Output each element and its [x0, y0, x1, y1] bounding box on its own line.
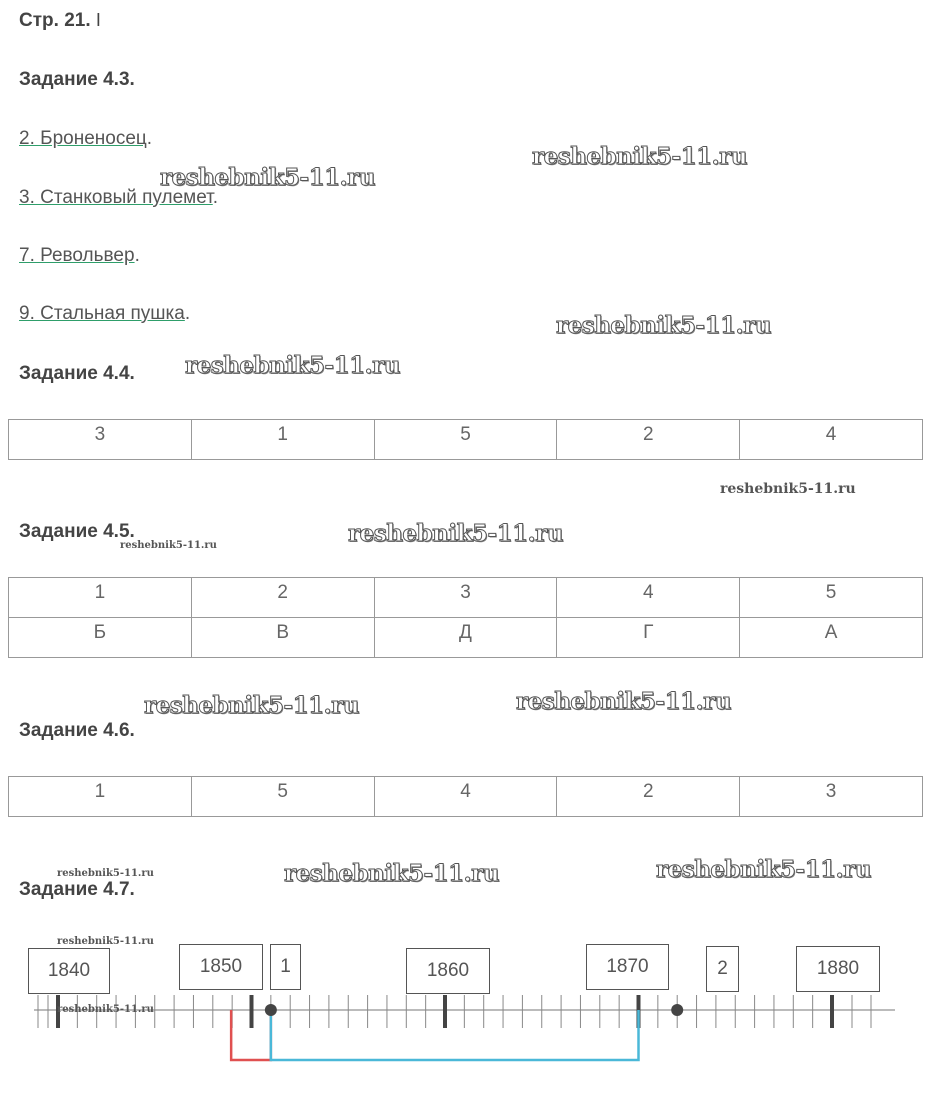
watermark: reshebnik5-11.ru	[348, 520, 563, 547]
table-cell: 3	[740, 777, 923, 817]
answer-item: 7. Револьвер.	[19, 245, 140, 266]
task-4-6-heading: Задание 4.6.	[19, 720, 135, 741]
watermark: reshebnik5-11.ru	[144, 692, 359, 719]
table-cell: 3	[374, 578, 557, 618]
watermark: reshebnik5-11.ru	[516, 688, 731, 715]
task-4-3-heading: Задание 4.3.	[19, 69, 135, 90]
table-cell: В	[191, 618, 374, 658]
timeline-axis	[0, 990, 935, 1070]
watermark: reshebnik5-11.ru	[185, 352, 400, 379]
table-cell: Д	[374, 618, 557, 658]
answer-link[interactable]: 2. Броненосец	[19, 128, 147, 149]
timeline-label-1840: 1840	[28, 948, 110, 994]
timeline-marker-label-2: 2	[706, 946, 739, 992]
answer-item: 2. Броненосец.	[19, 128, 153, 149]
table-cell: 5	[374, 420, 557, 460]
task-4-5-table	[8, 577, 923, 658]
page-title: Стр. 21. I	[19, 10, 101, 31]
timeline-bracket	[271, 1010, 639, 1060]
timeline-marker-label-1: 1	[270, 944, 301, 990]
watermark: reshebnik5-11.ru	[556, 312, 771, 339]
table-cell: 4	[557, 578, 740, 618]
task-4-7-heading: Задание 4.7.	[19, 879, 135, 900]
timeline-label-1850: 1850	[179, 944, 263, 990]
watermark: reshebnik5-11.ru	[57, 868, 154, 879]
task-4-4-heading: Задание 4.4.	[19, 363, 135, 384]
timeline-label-1880: 1880	[796, 946, 880, 992]
table-cell: 5	[191, 777, 374, 817]
table-cell: 2	[191, 578, 374, 618]
timeline-point-1	[265, 1004, 277, 1016]
answer-link[interactable]: 9. Стальная пушка	[19, 303, 185, 324]
table-cell: 1	[9, 578, 192, 618]
watermark: reshebnik5-11.ru	[160, 164, 375, 191]
table-cell: 5	[740, 578, 923, 618]
task-4-5-heading: Задание 4.5.	[19, 521, 135, 542]
watermark: reshebnik5-11.ru	[120, 540, 217, 551]
table-cell: Б	[9, 618, 192, 658]
answer-item: 9. Стальная пушка.	[19, 303, 191, 324]
watermark: reshebnik5-11.ru	[656, 856, 871, 883]
table-cell: 3	[9, 420, 192, 460]
timeline-point-2	[671, 1004, 683, 1016]
watermark: reshebnik5-11.ru	[57, 1004, 154, 1015]
table-cell: 2	[557, 420, 740, 460]
answer-link[interactable]: 7. Револьвер	[19, 245, 135, 266]
answer-item: 3. Станковый пулемет.	[19, 187, 219, 208]
table-cell: 4	[740, 420, 923, 460]
table-cell: 2	[557, 777, 740, 817]
watermark: reshebnik5-11.ru	[720, 481, 856, 497]
table-cell: 1	[9, 777, 192, 817]
watermark: reshebnik5-11.ru	[284, 860, 499, 887]
task-4-4-table	[8, 419, 923, 460]
watermark: reshebnik5-11.ru	[532, 143, 747, 170]
task-4-6-table	[8, 776, 923, 817]
watermark: reshebnik5-11.ru	[57, 936, 154, 947]
timeline-label-1870: 1870	[586, 944, 669, 990]
timeline-label-1860: 1860	[406, 948, 490, 994]
table-cell: А	[740, 618, 923, 658]
table-cell: Г	[557, 618, 740, 658]
answer-link[interactable]: 3. Станковый пулемет	[19, 187, 213, 208]
table-cell: 4	[374, 777, 557, 817]
table-cell: 1	[191, 420, 374, 460]
text-cursor-icon: I	[95, 10, 101, 30]
